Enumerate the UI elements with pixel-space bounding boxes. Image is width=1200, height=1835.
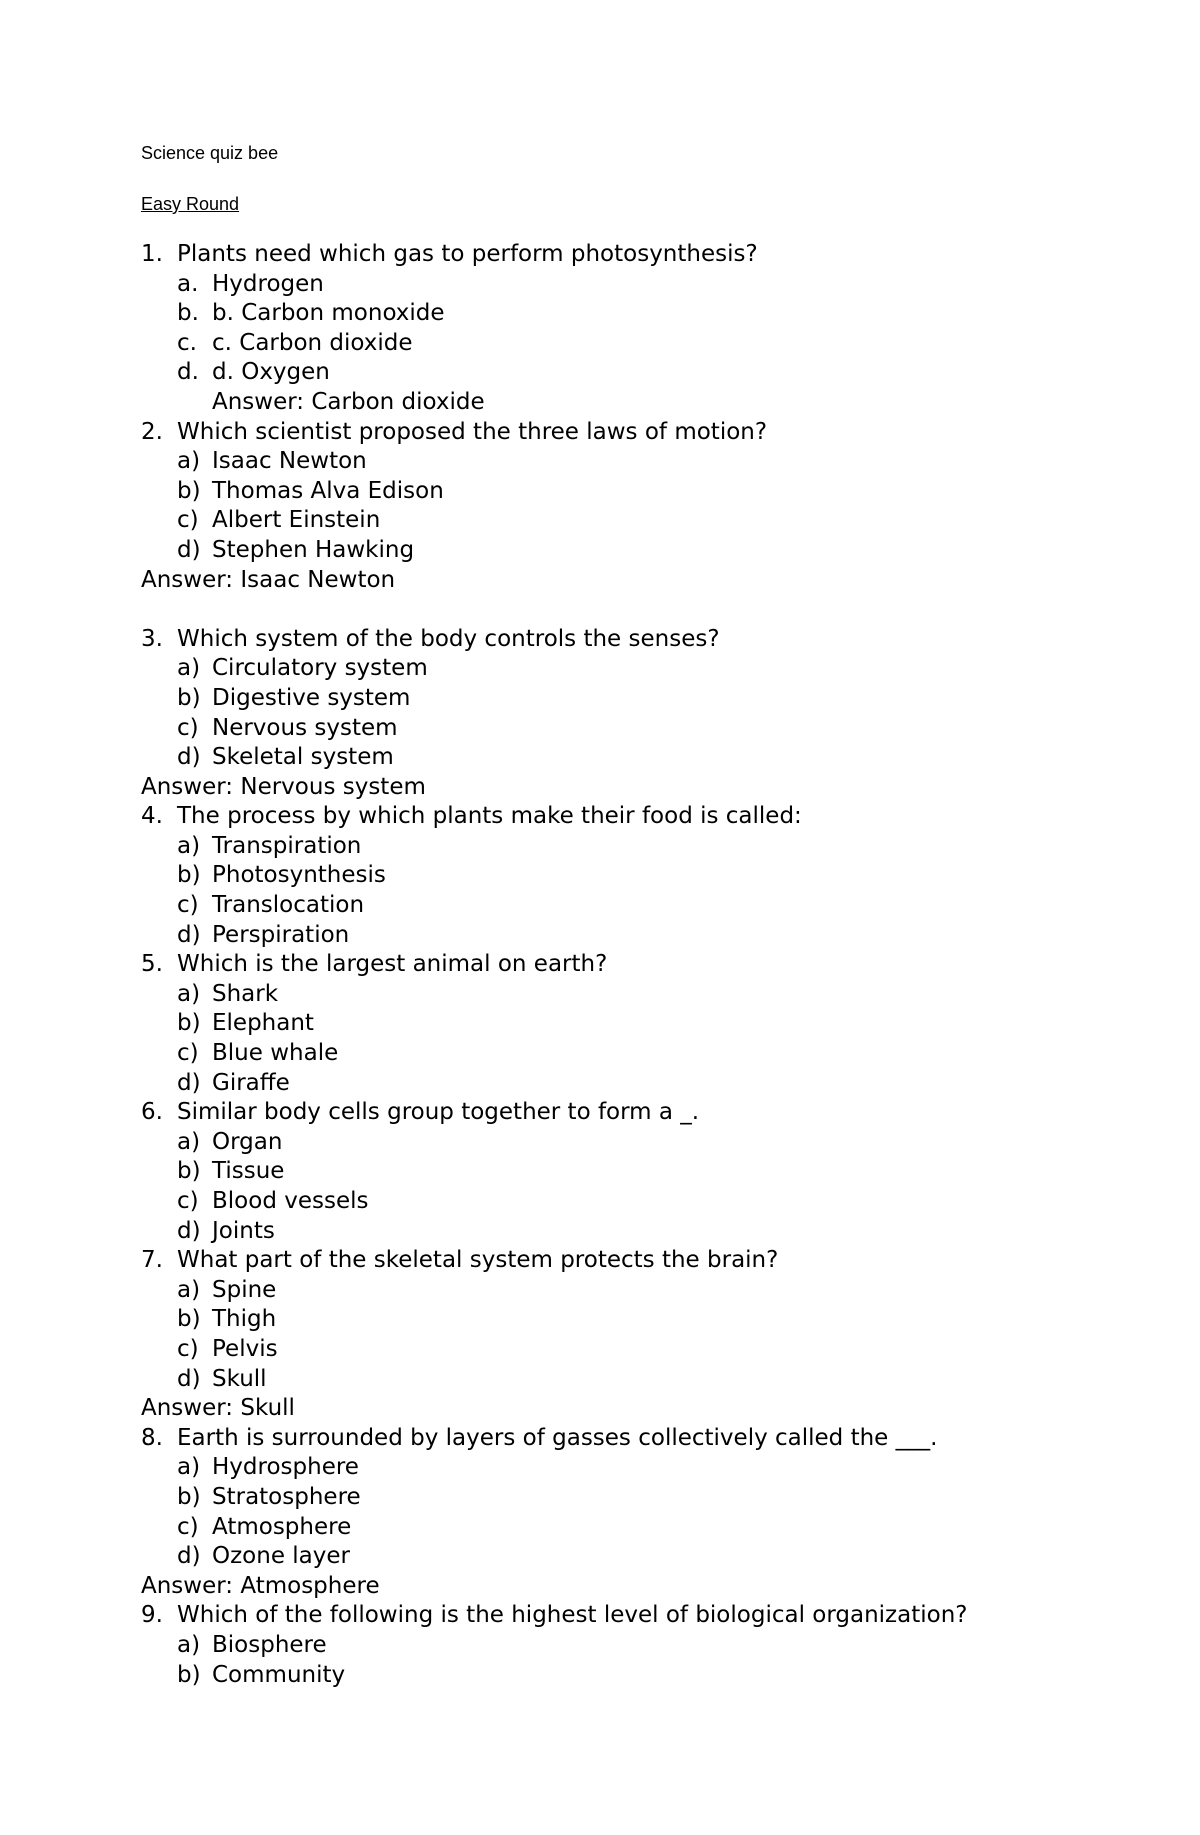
option-label: d) (177, 1217, 201, 1244)
question-3 (0, 625, 1200, 655)
page-title: Science quiz bee (141, 143, 279, 163)
option-text: Joints (212, 1217, 275, 1244)
option-text: Perspiration (212, 921, 350, 948)
option-1-4 (0, 358, 1200, 388)
option-label: b. (177, 300, 199, 327)
option-2-3 (0, 506, 1200, 536)
answer-text: Answer: Skull (141, 1395, 295, 1422)
option-7-4 (0, 1365, 1200, 1395)
option-label: c) (177, 507, 199, 534)
option-text: Giraffe (212, 1069, 290, 1096)
option-9-2 (0, 1661, 1200, 1691)
option-label: b) (177, 1158, 201, 1185)
option-text: Atmosphere (212, 1513, 352, 1540)
option-8-3 (0, 1513, 1200, 1543)
option-text: Digestive system (212, 684, 411, 711)
option-label: b) (177, 1306, 201, 1333)
question-number: 4. (141, 803, 163, 830)
question-number: 5. (141, 951, 163, 978)
question-2 (0, 418, 1200, 448)
option-label: c. (177, 329, 197, 356)
option-text: b. Carbon monoxide (212, 300, 445, 327)
answer-3 (0, 773, 1200, 803)
option-text: Albert Einstein (212, 507, 381, 534)
answer-8 (0, 1572, 1200, 1602)
option-label: a) (177, 448, 201, 475)
option-6-1 (0, 1128, 1200, 1158)
option-1-1 (0, 270, 1200, 300)
option-text: Translocation (212, 892, 365, 919)
option-3-1 (0, 654, 1200, 684)
option-5-3 (0, 1039, 1200, 1069)
option-3-4 (0, 743, 1200, 773)
option-3-3 (0, 714, 1200, 744)
answer-text: Answer: Carbon dioxide (212, 388, 485, 415)
option-text: c. Carbon dioxide (212, 329, 413, 356)
option-label: d. (177, 359, 199, 386)
option-text: Hydrosphere (212, 1454, 359, 1481)
option-8-4 (0, 1542, 1200, 1572)
option-label: c) (177, 1335, 199, 1362)
question-list (0, 240, 1200, 1690)
question-number: 6. (141, 1099, 163, 1126)
question-number: 1. (141, 241, 163, 267)
option-label: a) (177, 980, 201, 1007)
option-text: Ozone layer (212, 1543, 350, 1570)
option-label: b) (177, 684, 201, 711)
option-2-2 (0, 477, 1200, 507)
question-number: 9. (141, 1602, 163, 1629)
option-label: c) (177, 714, 199, 741)
question-9 (0, 1601, 1200, 1631)
option-label: d) (177, 744, 201, 771)
option-label: b) (177, 477, 201, 504)
question-number: 8. (141, 1424, 163, 1451)
option-text: Skeletal system (212, 744, 394, 771)
question-6 (0, 1098, 1200, 1128)
question-8 (0, 1424, 1200, 1454)
option-8-1 (0, 1453, 1200, 1483)
round-heading: Easy Round (141, 194, 240, 214)
option-label: d) (177, 536, 201, 563)
option-2-1 (0, 447, 1200, 477)
answer-text: Answer: Atmosphere (141, 1572, 380, 1599)
option-text: Nervous system (212, 714, 398, 741)
question-text: Plants need which gas to perform photosynthesis? (177, 241, 758, 267)
option-text: Community (212, 1661, 346, 1688)
option-5-2 (0, 1009, 1200, 1039)
option-7-1 (0, 1276, 1200, 1306)
option-label: d) (177, 1069, 201, 1096)
option-text: Transpiration (212, 832, 362, 859)
option-text: Spine (212, 1276, 277, 1303)
answer-7 (0, 1394, 1200, 1424)
option-label: c) (177, 1040, 199, 1067)
option-text: Stratosphere (212, 1483, 361, 1510)
option-text: Biosphere (212, 1631, 327, 1658)
option-text: Blood vessels (212, 1188, 369, 1214)
option-text: Hydrogen (212, 270, 324, 297)
question-text: Which is the largest animal on earth? (177, 951, 608, 978)
option-label: a) (177, 655, 201, 682)
option-6-4 (0, 1217, 1200, 1247)
option-text: Circulatory system (212, 655, 428, 682)
option-3-2 (0, 684, 1200, 714)
option-text: Photosynthesis (212, 862, 386, 889)
answer-2 (0, 566, 1200, 596)
question-text: Which of the following is the highest level of biological organization? (177, 1602, 968, 1629)
option-label: b) (177, 1010, 201, 1037)
option-label: a) (177, 832, 201, 859)
answer-text: Answer: Nervous system (141, 773, 426, 800)
option-text: Tissue (212, 1158, 285, 1185)
question-text: The process by which plants make their food is called: (177, 803, 802, 830)
option-6-2 (0, 1157, 1200, 1187)
option-4-1 (0, 832, 1200, 862)
option-5-1 (0, 980, 1200, 1010)
option-5-4 (0, 1069, 1200, 1099)
question-number: 2. (141, 418, 163, 445)
option-4-2 (0, 861, 1200, 891)
option-label: a) (177, 1631, 201, 1658)
question-text: Which system of the body controls the senses? (177, 625, 720, 652)
answer-1 (0, 388, 1200, 418)
option-text: Pelvis (212, 1335, 278, 1362)
question-5 (0, 950, 1200, 980)
option-label: b) (177, 1483, 201, 1510)
option-text: Shark (212, 980, 279, 1007)
option-text: Thigh (212, 1306, 277, 1333)
option-label: c) (177, 892, 199, 919)
option-label: a) (177, 1128, 201, 1155)
question-1 (0, 240, 1200, 270)
option-label: b) (177, 862, 201, 889)
option-text: Organ (212, 1128, 283, 1155)
option-1-3 (0, 329, 1200, 359)
option-text: d. Oxygen (212, 359, 330, 386)
question-number: 3. (141, 625, 163, 652)
option-label: d) (177, 921, 201, 948)
blank-line (0, 595, 1200, 625)
option-text: Elephant (212, 1010, 314, 1037)
option-6-3 (0, 1187, 1200, 1217)
option-text: Thomas Alva Edison (212, 477, 444, 504)
option-text: Blue whale (212, 1040, 339, 1067)
option-text: Isaac Newton (212, 448, 367, 475)
question-7 (0, 1246, 1200, 1276)
option-1-2 (0, 299, 1200, 329)
option-label: b) (177, 1661, 201, 1688)
option-label: a. (177, 270, 199, 297)
question-text: Which scientist proposed the three laws of motion? (177, 418, 768, 445)
question-number: 7. (141, 1247, 163, 1274)
question-text: What part of the skeletal system protects the brain? (177, 1247, 779, 1274)
option-label: d) (177, 1365, 201, 1392)
option-label: c) (177, 1513, 199, 1540)
option-8-2 (0, 1483, 1200, 1513)
option-2-4 (0, 536, 1200, 566)
option-label: c) (177, 1188, 199, 1214)
option-label: a) (177, 1454, 201, 1481)
question-text: Earth is surrounded by layers of gasses collectively called the ___. (177, 1424, 938, 1451)
option-label: a) (177, 1276, 201, 1303)
option-4-4 (0, 921, 1200, 951)
option-7-2 (0, 1305, 1200, 1335)
option-text: Stephen Hawking (212, 536, 415, 563)
option-7-3 (0, 1335, 1200, 1365)
question-4 (0, 802, 1200, 832)
option-label: d) (177, 1543, 201, 1570)
option-text: Skull (212, 1365, 267, 1392)
option-9-1 (0, 1631, 1200, 1661)
answer-text: Answer: Isaac Newton (141, 566, 396, 593)
question-text: Similar body cells group together to form a _. (177, 1099, 700, 1126)
option-4-3 (0, 891, 1200, 921)
